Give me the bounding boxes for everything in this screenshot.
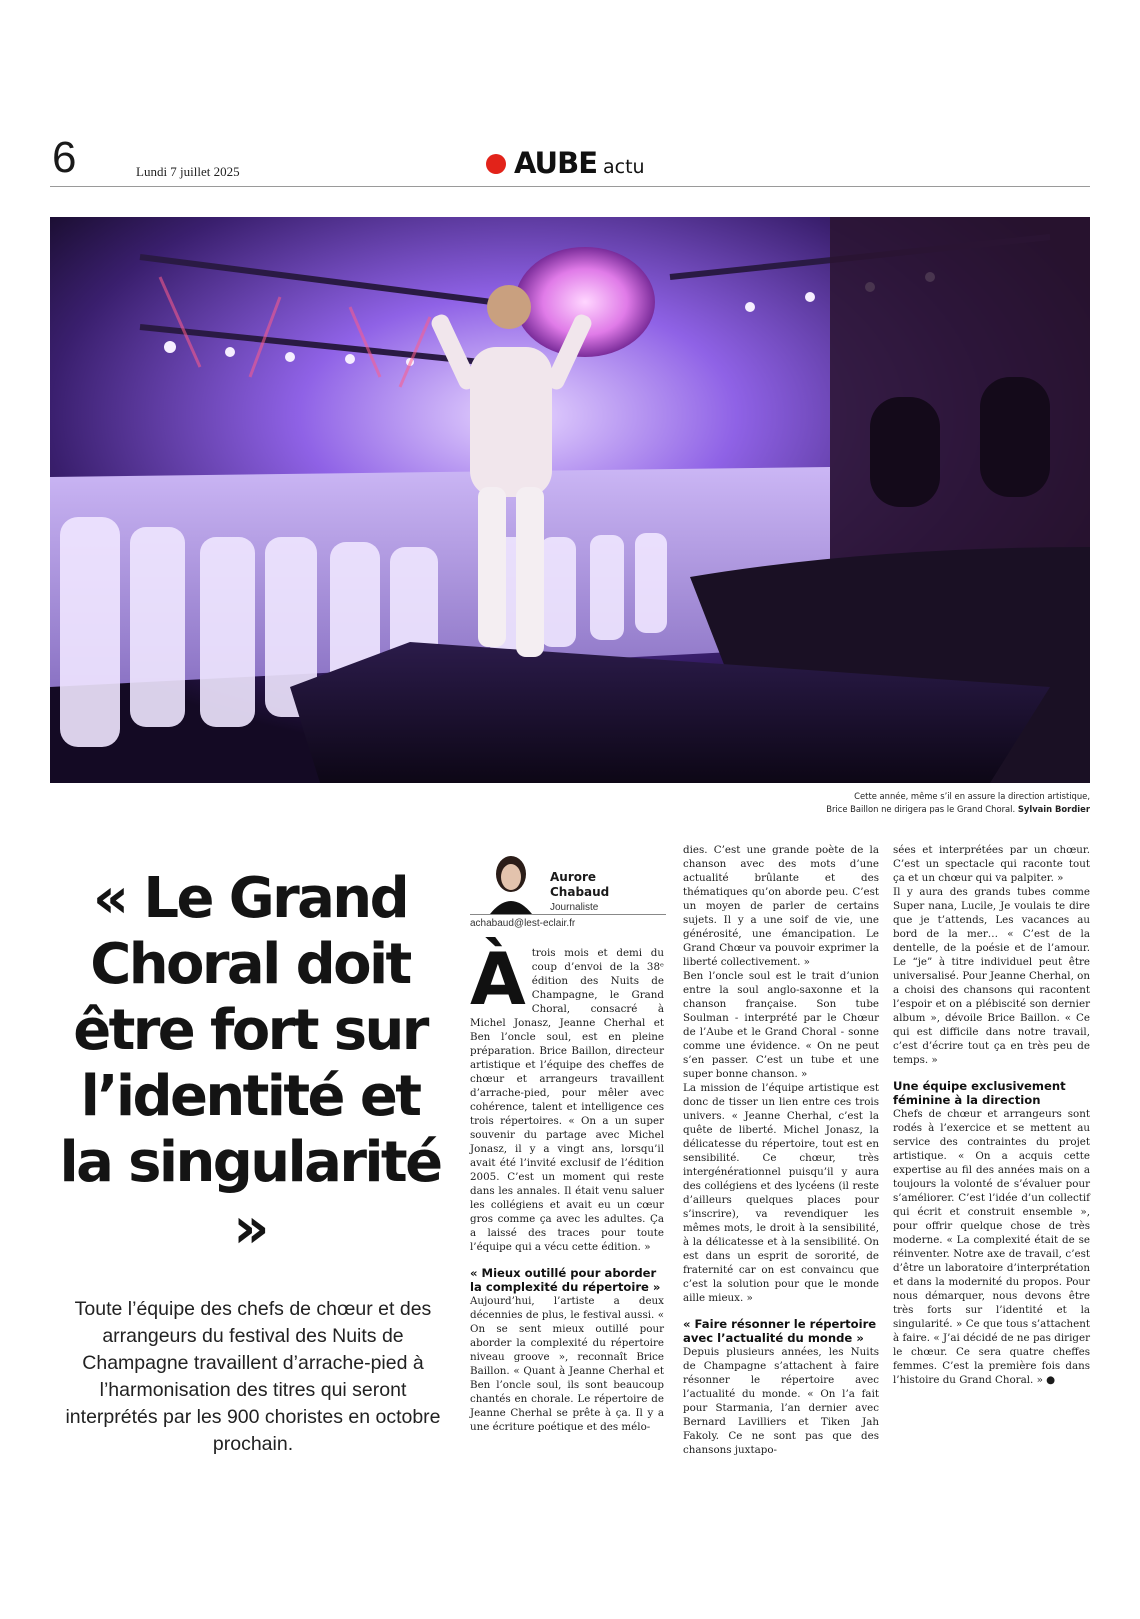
circular-light-rig [515,247,655,357]
article-headline: « Le Grand Choral doit être fort sur l’identité et la singularité » [59,866,441,1261]
article-paragraph [470,937,664,1254]
article-paragraph: Chefs de chœur et arrangeurs sont rodés à l’exercice et se mettent au service des contraintes du projet artistique. « On a acquis cette expertise au fil des années mais on a toujours la volonté de s’évaluer pour s’améliorer. C’est l’idée d’un collectif qui écrit et construit ensemble », pour offrir quelque chose de très moderne. « La complexité était de se réinventer. Notre axe de travail, c’est d’être un laboratoire d’interprétation et dans la modernité du propos. Pour nous démarquer, nous devons être très forts sur l’identité et la singularité. » Ce que tous s’attachent à faire. « J’ai décidé de ne pas diriger le chœur. Ce sera quatre cheffes femmes. C’est la première fois dans l’histoire du Grand Choral. » ● [893,1108,1090,1386]
author-first-name: Aurore [550,870,597,884]
author-portrait-icon [478,848,544,914]
intro-text: trois mois et demi du coup d’envoi de la 38ᵉ édition des Nuits de Champagne, le Grand Choral, consacré à Michel Jonasz, Jeanne Cherhal et Ben l’oncle soul, est en pleine préparation. Brice Baillon, directeur artistique et l’équipe des cheffes de chœur et arrangeurs travaillent d’arrache-pied, pour mêler avec cohérence, talent et intelligence ces trois répertoires. « On a un super souvenir du partage avec Michel Jonasz, il y a vingt ans, lorsqu’il avait été l’invité exclusif de l’édition 2005. C’est un moment qui reste dans les annales. Il était venu saluer les collégiens et avait eu un cœur gros comme ça avec les adultes. Ça a laissé des traces pour toute l’équipe qui a vécu cette édition. » [470,947,664,1253]
article-column-3 [893,843,1090,1387]
drop-cap: À [470,937,526,1021]
section-name: AUBE [514,146,598,180]
article-paragraph: dies. C’est une grande poète de la chanson avec des mots d’une actualité brûlante et des thématiques qu’on aborde peu. C’est un moyen de parler de certains sujets. Il y a une soif de vie, une générosité, une émancipation. Le Grand Chœur va pouvoir exprimer la liberté collectivement. » [683,844,879,968]
article-column-1 [470,937,664,1434]
author-divider [470,914,666,915]
author-email-link[interactable]: achabaud@lest-eclair.fr [470,918,576,929]
article-paragraph: sées et interprétées par un chœur. C’est un spectacle qui raconte tout ça et un chœur qui va palpiter. » [893,844,1090,884]
article-paragraph: Il y aura des grands tubes comme Super nana, Lucile, Je voulais te dire que je t’attends, Les vacances au bord de la mer… « C’est de la dentelle, de la poésie et de l’amour. Le “je” à titre individuel peut être universalisé. Pour Jeanne Cherhal, on a choisi des chansons qui racontent l’espoir et on a plébiscité son dernier album », dévoile Brice Baillon. « Ce qui est difficile dans notre travail, c’est d’écrire tout ça en très peu de temps. » [893,886,1090,1066]
author-name [550,870,609,900]
page-number: 6 [52,133,77,182]
article-paragraph: Aujourd’hui, l’artiste a deux décennies de plus, le festival aussi. « On se sent mieux outillé pour aborder la complexité du répertoire niveau groove », reconnaît Brice Baillon. « Quant à Jeanne Cherhal et Ben l’oncle soul, ils sont beaucoup chantés en chorale. Le répertoire de Jeanne Cherhal se prête à ça. Il y a une écriture poétique et des mélo- [470,1295,664,1433]
subheading: Une équipe exclusivement féminine à la direction [893,1079,1066,1107]
author-role: Journaliste [550,902,599,913]
header-divider [50,186,1090,187]
concert-photo [50,217,1090,783]
article-column-2 [683,843,879,1457]
section-subtitle: actu [603,156,645,178]
concert-scene-illustration [50,217,1090,783]
author-avatar [478,848,544,914]
article-lead: Toute l’équipe des chefs de chœur et des arrangeurs du festival des Nuits de Champagne travaillent d’arrache-pied à l’harmonisation des titres qui seront interprétés par les 900 choristes en octobre prochain. [65,1298,441,1455]
subheading: « Mieux outillé pour aborder la complexité du répertoire » [470,1266,661,1294]
section-title [486,146,645,180]
caption-line-1: Cette année, même s’il en assure la direction artistique, [854,791,1090,801]
caption-line-2: Brice Baillon ne dirigera pas le Grand Choral. [826,804,1016,814]
arched-window [870,397,940,507]
publication-date: Lundi 7 juillet 2025 [136,164,240,179]
photo-credit: Sylvain Bordier [1017,804,1090,814]
article-paragraph: Depuis plusieurs années, les Nuits de Champagne s’attachent à faire résonner le répertoire avec l’actualité du monde. « On l’a fait pour Starmania, l’an dernier avec Bernard Lavilliers et Tiken Jah Fakoly. Ce ne sont pas que des chansons juxtapo- [683,1346,879,1456]
arched-window [980,377,1050,497]
red-dot-icon [486,154,506,174]
article-paragraph: Ben l’oncle soul est le trait d’union entre la soul anglo-saxonne et la chanson française. Son tube Soulman - interprété par le Chœur de l’Aube et le Grand Choral - sonne comme une évidence. « On ne peut s’en passer. C’est un tube et une super bonne chanson. » [683,970,879,1080]
author-last-name: Chabaud [550,885,610,899]
article-paragraph: La mission de l’équipe artistique est donc de tisser un lien entre ces trois univers. « Jeanne Cherhal, c’est la quête de liberté. Michel Jonasz, la délicatesse du répertoire, tout est en sensibilité. Ce chœur, très intergénérationnel puisqu’il y aura des collégiens et des lycéens (il reste d’ailleurs quelques places pour s’inscrire), va revendiquer les mêmes mots, le droit à la sensibilité, à la délicatesse et à la sensibilité. On est dans un esprit de sororité, de fraternité car on est convaincu que c’est la solution pour que le monde aille mieux. » [683,1082,879,1304]
subheading: « Faire résonner le répertoire avec l’actualité du monde » [683,1317,877,1345]
photo-caption [490,790,1090,816]
